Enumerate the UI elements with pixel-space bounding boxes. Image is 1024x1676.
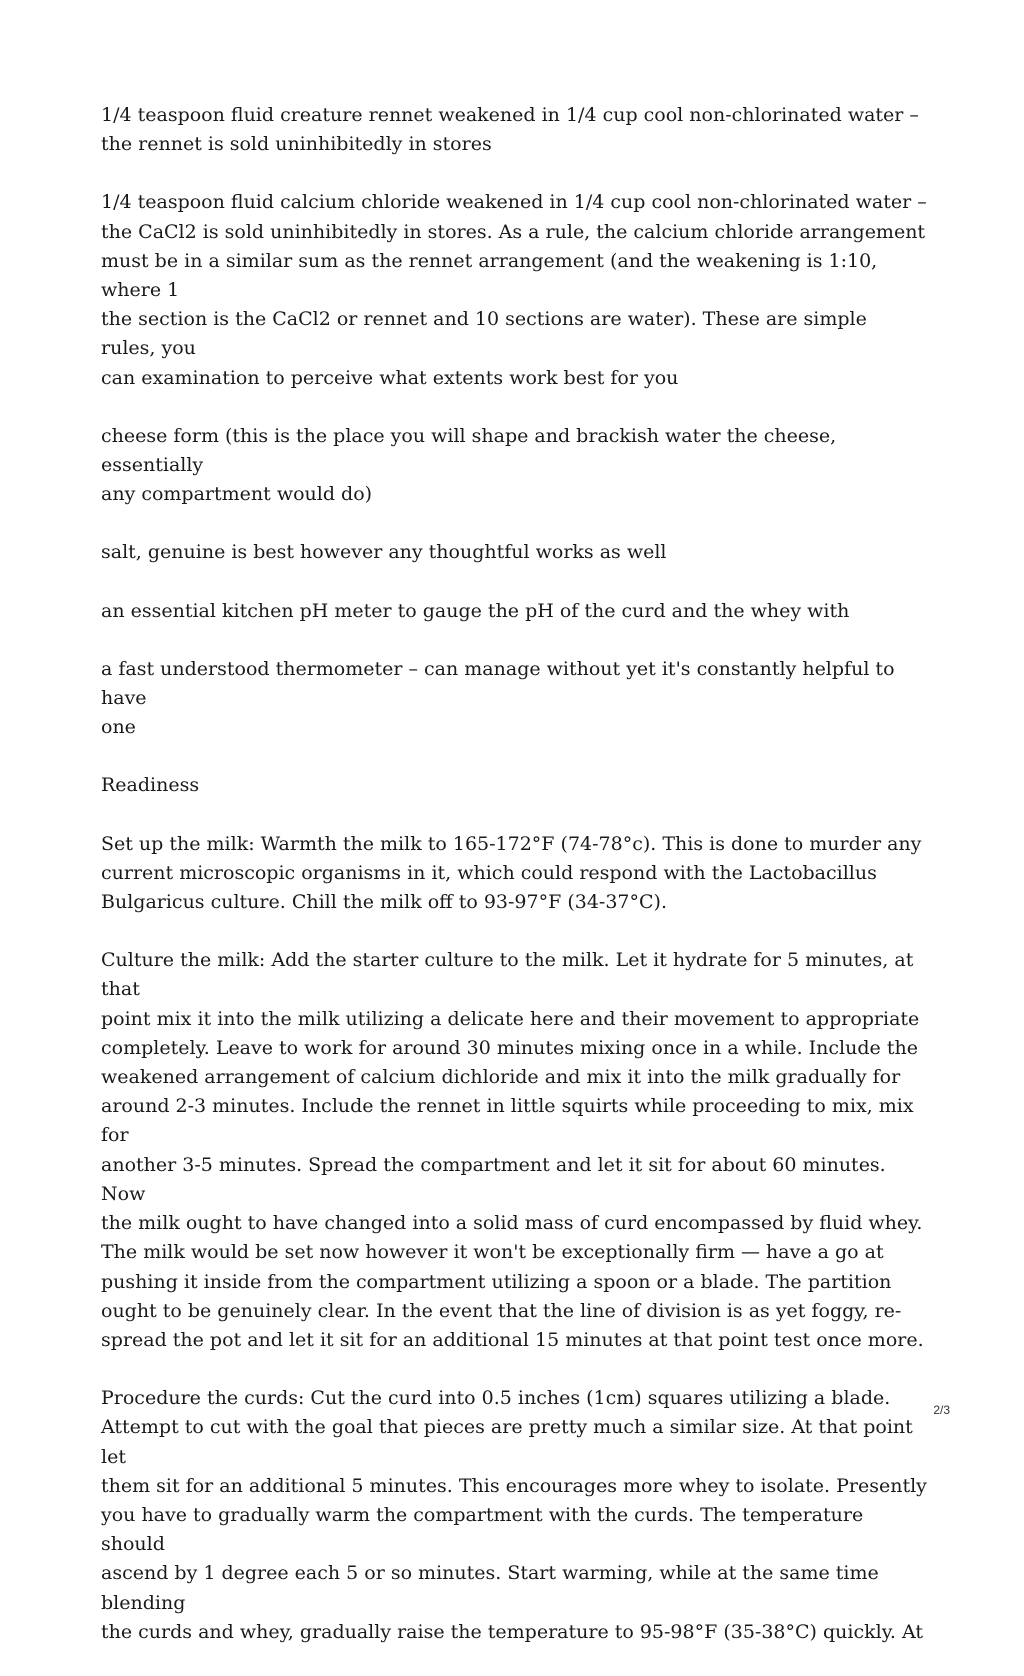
- document-body: [101, 101, 927, 1676]
- paragraph-procedure-curds: Procedure the curds: Cut the curd into 0.5 inches (1cm) squares utilizing a blade. Attempt to cut with the goal that pieces are pretty much a similar size. At that point let them sit for an additional 5 minutes. This encourages more whey to isolate. Presently you have to gradually warm the compartment with the curds. The temperature should ascend by 1 degree each 5 or so minutes. Start warming, while at the same time blending the curds and whey, gradually raise the temperature to 95-98°F (35-38°C) quickly. At: [101, 1387, 927, 1643]
- paragraph-calcium-chloride: 1/4 teaspoon fluid calcium chloride weakened in 1/4 cup cool non-chlorinated water – the CaCl2 is sold uninhibitedly in stores. As a rule, the calcium chloride arrangement must be in a similar sum as the rennet arrangement (and the weakening is 1:10, where 1 the section is the CaCl2 or rennet and 10 sections are water). These are simple rules, you can examination to perceive what extents work best for you: [101, 191, 927, 389]
- section-heading-readiness: Readiness: [101, 774, 200, 797]
- paragraph-rennet: 1/4 teaspoon fluid creature rennet weakened in 1/4 cup cool non-chlorinated water – the rennet is sold uninhibitedly in stores: [101, 104, 919, 156]
- paragraph-salt: salt, genuine is best however any thoughtful works as well: [101, 541, 667, 564]
- paragraph-thermometer: a fast understood thermometer – can manage without yet it's constantly helpful to have one: [101, 657, 895, 739]
- paragraph-cheese-form: cheese form (this is the place you will shape and brackish water the cheese, essentially any compartment would do): [101, 424, 837, 506]
- paragraph-ph-meter: an essential kitchen pH meter to gauge the pH of the curd and the whey with: [101, 599, 850, 622]
- paragraph-set-up-milk: Set up the milk: Warmth the milk to 165-172°F (74-78°c). This is done to murder any current microscopic organisms in it, which could respond with the Lactobacillus Bulgaricus culture. Chill the milk off to 93-97°F (34-37°C).: [101, 832, 922, 914]
- page-number: 2/3: [933, 1403, 950, 1417]
- paragraph-culture-milk: Culture the milk: Add the starter culture to the milk. Let it hydrate for 5 minutes, at that point mix it into the milk utilizing a delicate here and their movement to appropriate completely. Leave to work for around 30 minutes mixing once in a while. Include the weakened arrangement of calcium dichloride and mix it into the milk gradually for around 2-3 minutes. Include the rennet in little squirts while proceeding to mix, mix for another 3-5 minutes. Spread the compartment and let it sit for about 60 minutes. Now the milk ought to have changed into a solid mass of curd encompassed by fluid whey. The milk would be set now however it won't be exceptionally firm — have a go at pushing it inside from the compartment utilizing a spoon or a blade. The partition ought to be genuinely clear. In the event that the line of division is as yet foggy, re- spread the pot and let it sit for an additional 15 minutes at that point test once more.: [101, 949, 924, 1351]
